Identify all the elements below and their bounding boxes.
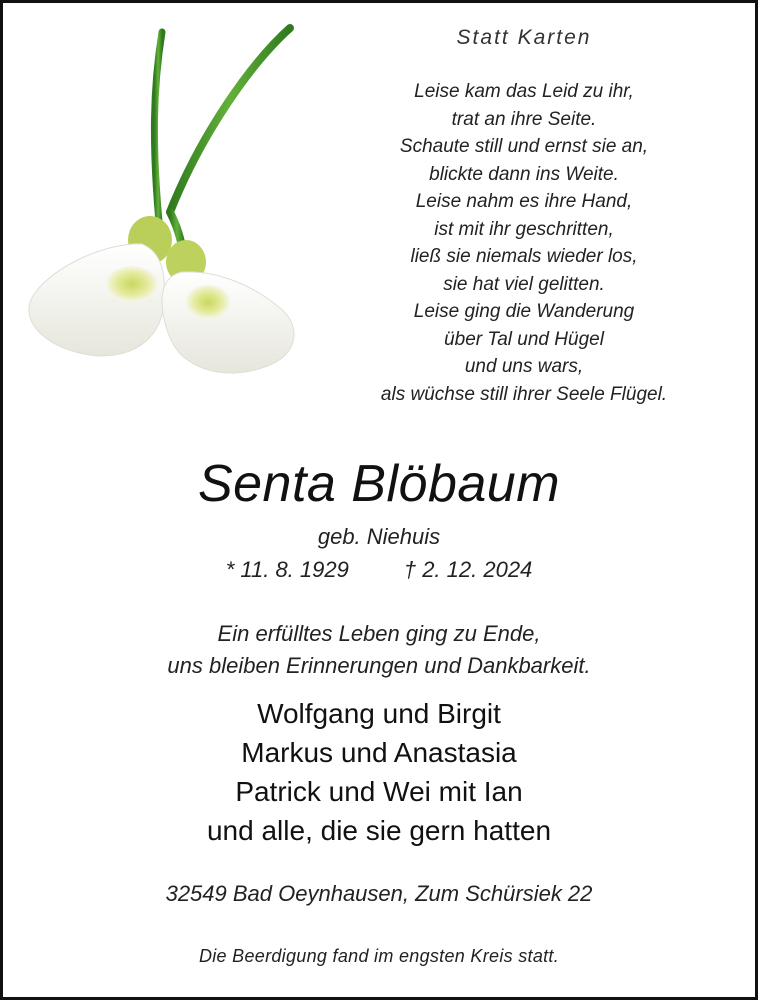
mourner-line: Markus und Anastasia (241, 737, 517, 768)
poem-line: als wüchse still ihrer Seele Flügel. (380, 383, 668, 405)
birth-name: geb. Niehuis (317, 524, 441, 549)
poem-line: und uns wars, (464, 356, 584, 377)
birth-date: * 11. 8. 1929 (225, 557, 349, 582)
poem-line: Leise nahm es ihre Hand, (415, 191, 633, 212)
address: 32549 Bad Oeynhausen, Zum Schürsiek 22 (165, 881, 593, 906)
poem-line: Leise kam das Leid zu ihr, (414, 81, 634, 102)
mourners-list (0, 694, 758, 850)
mourner-line: und alle, die sie gern hatten (206, 815, 552, 846)
poem-line: über Tal und Hügel (444, 328, 604, 350)
poem-line: ist mit ihr geschritten, (434, 218, 614, 240)
saying-block (0, 618, 758, 682)
calla-lily-icon (22, 22, 318, 394)
mourner-line: Wolfgang und Birgit (257, 698, 501, 729)
life-dates (0, 555, 758, 585)
poem-line: blickte dann ins Weite. (429, 163, 619, 185)
poem-block (330, 22, 718, 408)
poem-line: trat an ihre Seite. (451, 108, 597, 130)
death-date: † 2. 12. 2024 (403, 557, 533, 582)
mourner-line: Patrick und Wei mit Ian (235, 776, 523, 807)
funeral-note: Die Beerdigung fand im engsten Kreis statt. (198, 946, 560, 966)
saying-line: Ein erfülltes Leben ging zu Ende, (217, 621, 541, 646)
poem-line: ließ sie niemals wieder los, (410, 246, 638, 267)
saying-line: uns bleiben Erinnerungen und Dankbarkeit. (167, 653, 591, 678)
poem-line: sie hat viel gelitten. (443, 273, 605, 295)
deceased-name: Senta Blöbaum (197, 455, 561, 513)
poem-line: Leise ging die Wanderung (413, 301, 635, 322)
poem-line: Schaute still und ernst sie an, (399, 136, 649, 157)
header-title: Statt Karten (456, 26, 592, 49)
